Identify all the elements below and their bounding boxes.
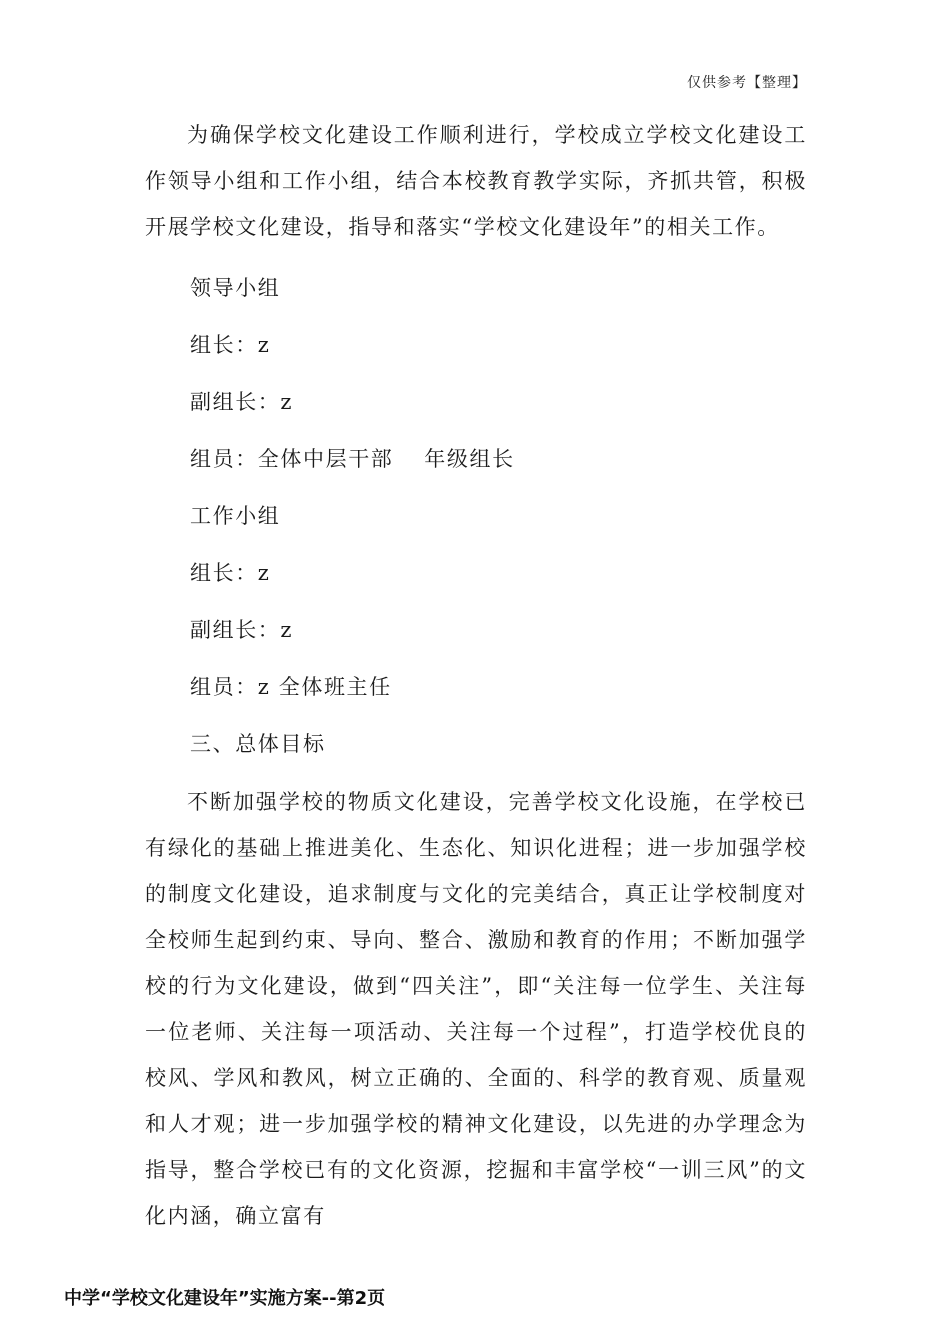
work-leader-line: 组长：z	[190, 561, 271, 585]
section-leadership-group: 领导小组	[190, 276, 281, 300]
members-line: 组员：全体中层干部 年级组长	[190, 447, 515, 471]
leader-line: 组长：z	[190, 333, 271, 357]
header-note: 仅供参考【整理】	[687, 75, 807, 91]
work-members-line: 组员：z 全体班主任	[190, 675, 392, 699]
section-working-group: 工作小组	[190, 504, 281, 528]
section-heading-overall-goal: 三、总体目标	[190, 732, 326, 756]
work-deputy-leader-line: 副组长：z	[190, 618, 294, 642]
intro-paragraph: 为确保学校文化建设工作顺利进行，学校成立学校文化建设工作领导小组和工作小组，结合本校教育教学实际，齐抓共管，积极开展学校文化建设，指导和落实“学校文化建设年”的相关工作。	[145, 123, 807, 239]
document-body	[145, 112, 807, 1249]
deputy-leader-line: 副组长：z	[190, 390, 294, 414]
page-footer: 中学“学校文化建设年”实施方案--第2页	[64, 1288, 386, 1309]
goal-paragraph: 不断加强学校的物质文化建设，完善学校文化设施，在学校已有绿化的基础上推进美化、生态化、知识化进程；进一步加强学校的制度文化建设，追求制度与文化的完美结合，真正让学校制度对全校师生起到约束、导向、整合、激励和教育的作用；不断加强学校的行为文化建设，做到“四关注”，即“关注每一位学生、关注每一位老师、关注每一项活动、关注每一个过程”，打造学校优良的校风、学风和教风，树立正确的、全面的、科学的教育观、质量观和人才观；进一步加强学校的精神文化建设，以先进的办学理念为指导，整合学校已有的文化资源，挖掘和丰富学校“一训三风”的文化内涵，确立富有	[145, 790, 807, 1228]
